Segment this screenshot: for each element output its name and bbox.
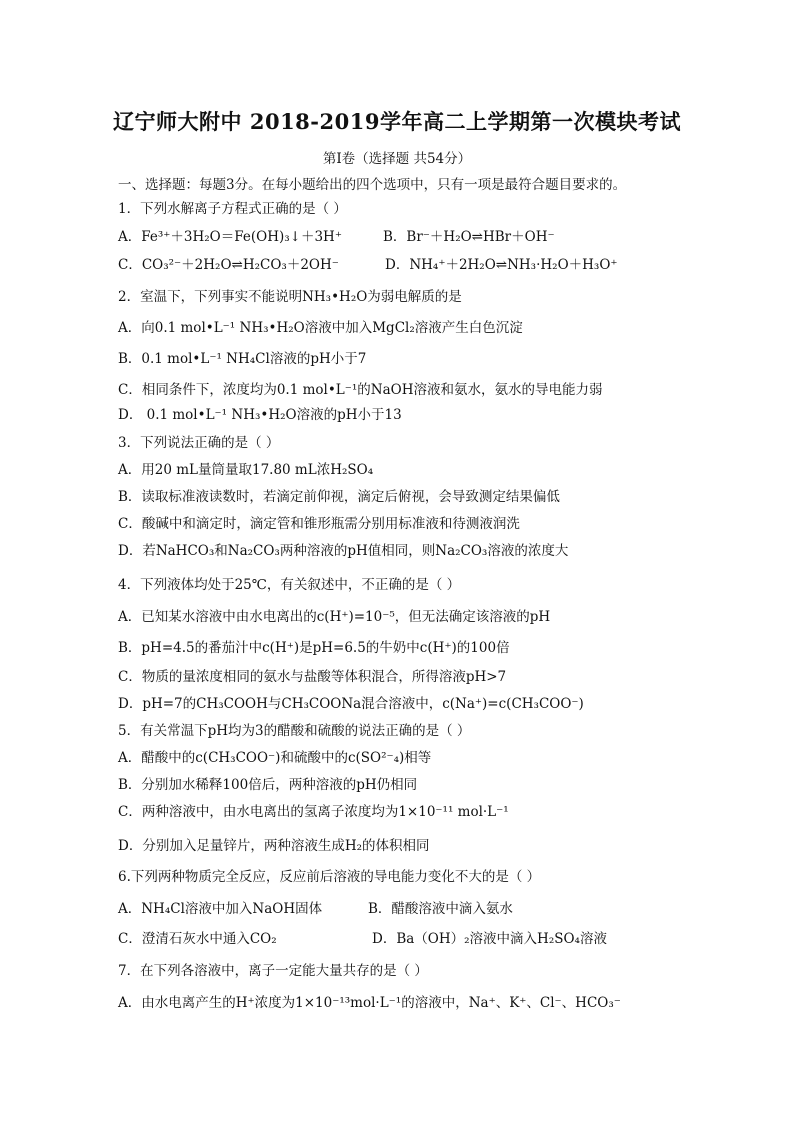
- q2-option-b: B．0.1 mol•L⁻¹ NH₄Cl溶液的pH小于7: [118, 351, 367, 367]
- q2-stem: 2．室温下，下列事实不能说明NH₃•H₂O为弱电解质的是: [118, 289, 462, 305]
- q4-stem: 4．下列液体均处于25℃，有关叙述中，不正确的是（ ）: [118, 577, 461, 593]
- q3-stem: 3．下列说法正确的是（ ）: [118, 435, 280, 451]
- q3-option-d: D．若NaHCO₃和Na₂CO₃两种溶液的pH值相同，则Na₂CO₃溶液的浓度大: [118, 543, 569, 559]
- q5-option-d: D．分别加入足量锌片，两种溶液生成H₂的体积相同: [118, 838, 430, 854]
- q3-option-b: B．读取标准液读数时，若滴定前仰视，滴定后俯视，会导致测定结果偏低: [118, 489, 560, 505]
- q4-option-b: B．pH=4.5的番茄汁中c(H⁺)是pH=6.5的牛奶中c(H⁺)的100倍: [118, 640, 510, 656]
- q6-option-a: A．NH₄Cl溶液中加入NaOH固体: [118, 901, 323, 917]
- q2-option-c: C．相同条件下，浓度均为0.1 mol•L⁻¹的NaOH溶液和氨水，氨水的导电能力弱: [118, 382, 603, 398]
- q4-option-c: C．物质的量浓度相同的氨水与盐酸等体积混合，所得溶液pH>7: [118, 669, 507, 685]
- q6-option-b: B．醋酸溶液中滴入氨水: [368, 901, 513, 917]
- q1-option-d: D．NH₄⁺＋2H₂O⇌NH₃·H₂O＋H₃O⁺: [385, 257, 618, 273]
- q6-option-d: D．Ba（OH）₂溶液中滴入H₂SO₄溶液: [372, 931, 607, 947]
- exam-title: 辽宁师大附中 2018-2019学年高二上学期第一次模块考试: [113, 109, 681, 134]
- q1-option-c: C．CO₃²⁻＋2H₂O⇌H₂CO₃＋2OH⁻: [118, 257, 339, 273]
- exam-subtitle: 第Ⅰ卷（选择题 共54分）: [322, 151, 472, 167]
- q6-option-c: C．澄清石灰水中通入CO₂: [118, 931, 277, 947]
- section-instruction: 一、选择题：每题3分。在每小题给出的四个选项中，只有一项是最符合题目要求的。: [118, 177, 627, 193]
- q1-option-b: B．Br⁻＋H₂O⇌HBr＋OH⁻: [383, 229, 555, 245]
- q2-option-a: A．向0.1 mol•L⁻¹ NH₃•H₂O溶液中加入MgCl₂溶液产生白色沉淀: [118, 320, 523, 336]
- q5-option-c: C．两种溶液中，由水电离出的氢离子浓度均为1×10⁻¹¹ mol·L⁻¹: [118, 804, 509, 820]
- q5-option-b: B．分别加水稀释100倍后，两种溶液的pH仍相同: [118, 777, 418, 793]
- q1-option-a: A．Fe³⁺＋3H₂O＝Fe(OH)₃↓＋3H⁺: [118, 229, 342, 245]
- q7-stem: 7．在下列各溶液中，离子一定能大量共存的是（ ）: [118, 963, 428, 979]
- q4-option-d: D．pH=7的CH₃COOH与CH₃COONa混合溶液中，c(Na⁺)=c(CH₃COO⁻): [118, 696, 584, 712]
- q5-option-a: A．醋酸中的c(CH₃COO⁻)和硫酸中的c(SO²⁻₄)相等: [118, 750, 432, 766]
- q5-stem: 5．有关常温下pH均为3的醋酸和硫酸的说法正确的是（ ）: [118, 723, 471, 739]
- q6-stem: 6.下列两种物质完全反应，反应前后溶液的导电能力变化不大的是（ ）: [118, 869, 541, 885]
- q2-option-d: D． 0.1 mol•L⁻¹ NH₃•H₂O溶液的pH小于13: [118, 407, 402, 423]
- q4-option-a: A．已知某水溶液中由水电离出的c(H⁺)=10⁻⁵，但无法确定该溶液的pH: [118, 609, 551, 625]
- q1-stem: 1．下列水解离子方程式正确的是（ ）: [118, 201, 347, 217]
- q3-option-a: A．用20 mL量筒量取17.80 mL浓H₂SO₄: [118, 462, 374, 478]
- q3-option-c: C．酸碱中和滴定时，滴定管和锥形瓶需分别用标准液和待测液润洗: [118, 516, 520, 532]
- q7-option-a: A．由水电离产生的H⁺浓度为1×10⁻¹³mol·L⁻¹的溶液中，Na⁺、K⁺、Cl⁻、HCO₃⁻: [118, 995, 621, 1011]
